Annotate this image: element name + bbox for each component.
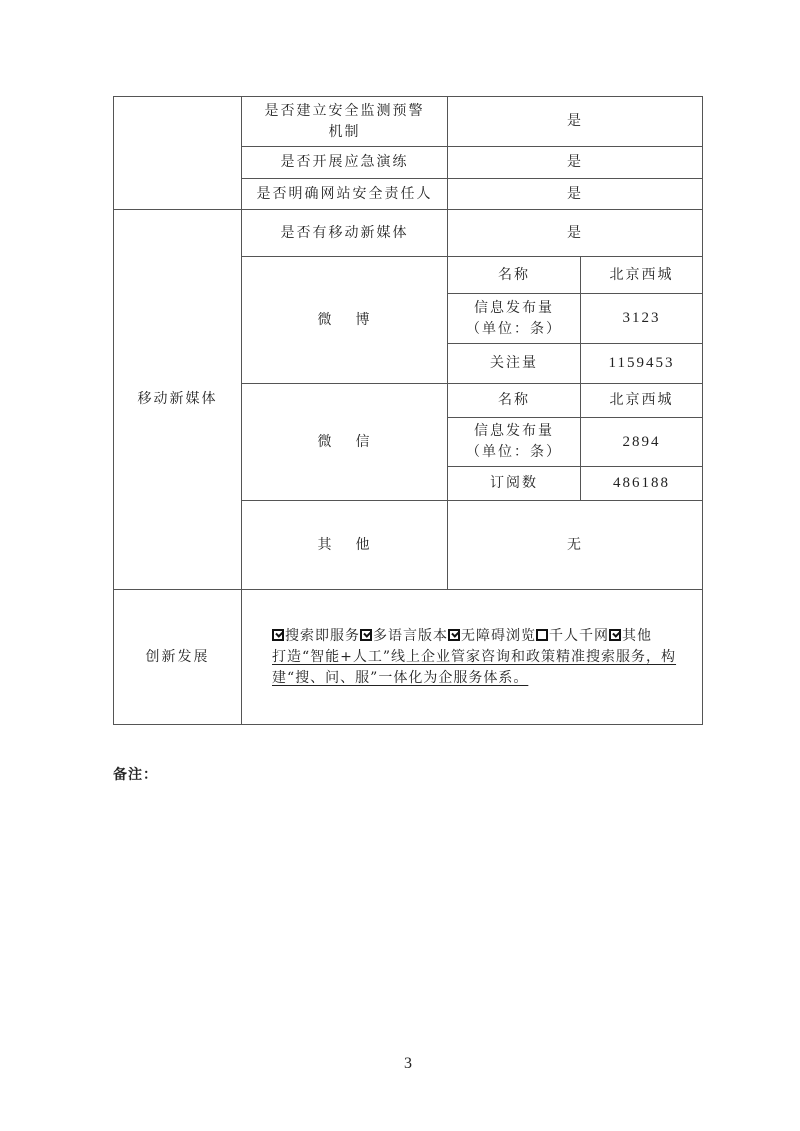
remark-label: 备注：: [113, 767, 158, 783]
checkbox-unchecked-icon[interactable]: [536, 629, 548, 641]
option-label: 无障碍浏览: [461, 627, 536, 644]
row-label: 是否明确网站安全责任人: [242, 179, 448, 210]
page-number: 3: [404, 1055, 412, 1072]
row-label: 是否开展应急演练: [242, 147, 448, 179]
checkbox-checked-icon[interactable]: [448, 629, 460, 641]
wechat-name-value: 北京西城: [581, 384, 703, 418]
table-row: [114, 590, 703, 725]
wechat-subscribers-value: 486188: [581, 467, 703, 501]
innovation-options: [272, 626, 680, 647]
report-table: [113, 96, 703, 725]
wechat-posts-value: 2894: [581, 418, 703, 467]
innovation-content: [242, 590, 703, 725]
row-value: 是: [448, 179, 703, 210]
wechat-subscribers-label: 订阅数: [448, 467, 581, 501]
wechat-posts-label: 信息发布量 （单位：条）: [448, 418, 581, 467]
security-section-cell: [114, 97, 242, 210]
checkbox-checked-icon[interactable]: [360, 629, 372, 641]
weibo-followers-value: 1159453: [581, 344, 703, 384]
weibo-label: 微 博: [242, 257, 448, 384]
weibo-posts-label: 信息发布量 （单位：条）: [448, 294, 581, 344]
weibo-followers-label: 关注量: [448, 344, 581, 384]
weibo-name-label: 名称: [448, 257, 581, 294]
weibo-posts-value: 3123: [581, 294, 703, 344]
row-value: 是: [448, 97, 703, 147]
other-media-label: 其 他: [242, 501, 448, 590]
option-label: 搜索即服务: [285, 627, 360, 644]
option-label: 其他: [622, 627, 652, 644]
row-label: 是否建立安全监测预警机制: [242, 97, 448, 147]
weibo-name-value: 北京西城: [581, 257, 703, 294]
section-label-mobile-media: 移动新媒体: [114, 210, 242, 590]
option-label: 千人千网: [549, 627, 609, 644]
table-row: [114, 210, 703, 257]
other-media-value: 无: [448, 501, 703, 590]
option-label: 多语言版本: [373, 627, 448, 644]
table-row: [114, 97, 703, 147]
row-value: 是: [448, 210, 703, 257]
row-value: 是: [448, 147, 703, 179]
checkbox-checked-icon[interactable]: [609, 629, 621, 641]
checkbox-checked-icon[interactable]: [272, 629, 284, 641]
wechat-name-label: 名称: [448, 384, 581, 418]
innovation-other-text: 打造“智能+人工”线上企业管家咨询和政策精准搜索服务，构建“搜、问、服”一体化为企服务体系。: [272, 648, 677, 686]
section-label-innovation: 创新发展: [114, 590, 242, 725]
wechat-label: 微 信: [242, 384, 448, 501]
row-label: 是否有移动新媒体: [242, 210, 448, 257]
